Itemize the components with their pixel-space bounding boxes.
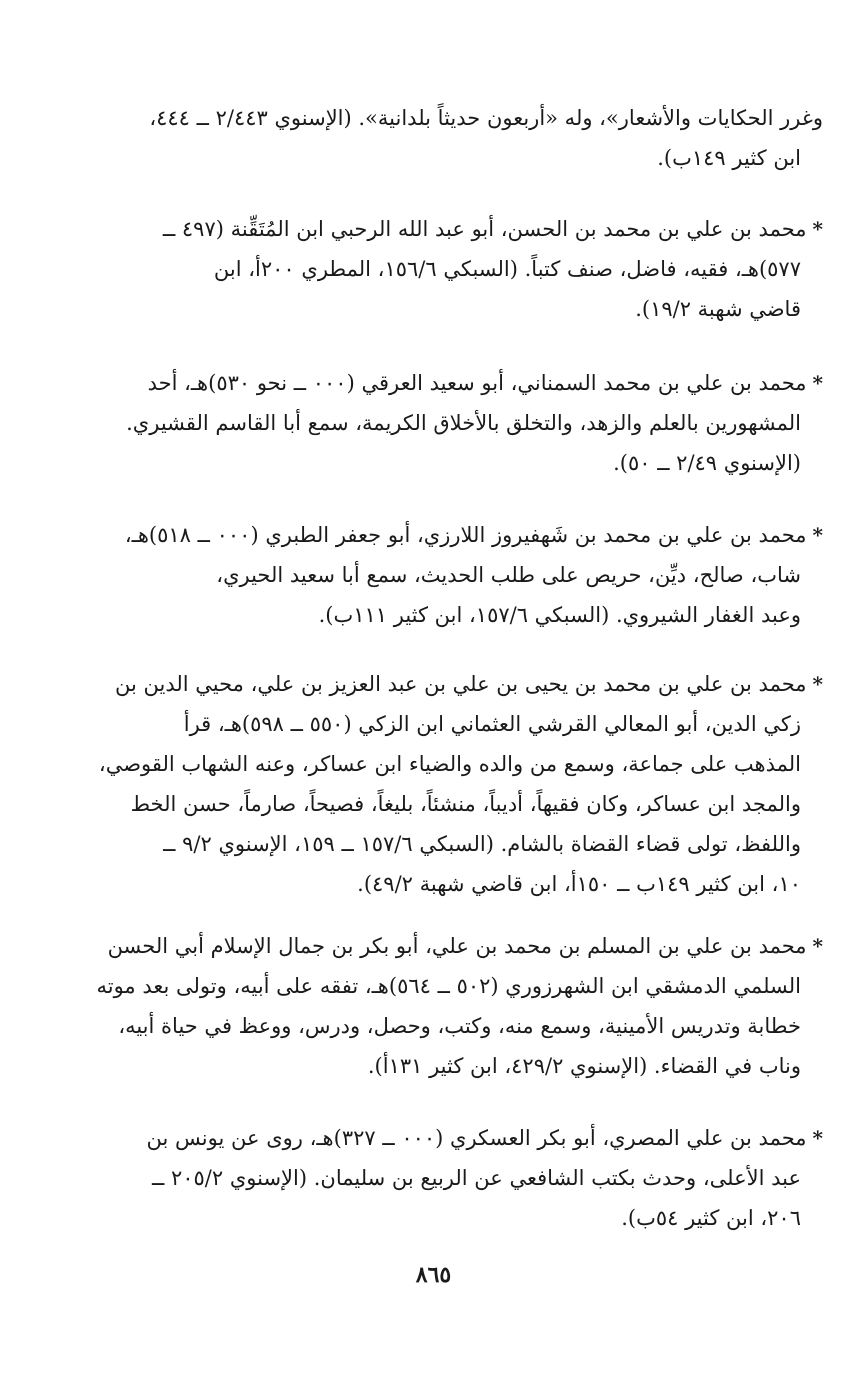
text-line: السلمي الدمشقي ابن الشهرزوري (٥٠٢ ــ ٥٦٤)هـ، تفقه على أبيه، وتولى بعد موته	[96, 974, 801, 998]
text-line: محمد بن علي بن محمد السمناني، أبو سعيد العرقي (٠٠٠ ــ نحو ٥٣٠)هـ، أحد	[147, 371, 807, 395]
text-line: المشهورين بالعلم والزهد، والتخلق بالأخلاق الكريمة، سمع أبا القاسم القشيري.	[126, 411, 801, 435]
text-line: والمجد ابن عساكر، وكان فقيهاً، أديباً، منشئاً، بليغاً، فصيحاً، صارماً، حسن الخط	[130, 792, 801, 816]
text-line: ٢٠٦، ابن كثير ٥٤ب).	[621, 1206, 801, 1230]
text-line: شاب، صالح، ديِّن، حريص على طلب الحديث، سمع أبا سعيد الحيري،	[216, 563, 801, 587]
text-line: ١٠، ابن كثير ١٤٩ب ــ ١٥٠أ، ابن قاضي شهبة ٤٩/٢).	[357, 872, 801, 896]
entry-marker: *	[812, 672, 823, 696]
biography-entry	[78, 209, 823, 329]
biography-entry	[78, 1118, 823, 1238]
text-line: وعبد الغفار الشيروي. (السبكي ١٥٧/٦، ابن كثير ١١١ب).	[318, 603, 801, 627]
text-line: ابن كثير ١٤٩ب).	[657, 146, 801, 170]
text-line: قاضي شهبة ١٩/٢).	[635, 297, 801, 321]
continuation-paragraph	[78, 98, 823, 178]
biography-entry	[78, 515, 823, 635]
text-line: (الإسنوي ٢/٤٩ ــ ٥٠).	[613, 451, 801, 475]
text-line: زكي الدين، أبو المعالي القرشي العثماني ابن الزكي (٥٥٠ ــ ٥٩٨)هـ، قرأ	[183, 712, 801, 736]
text-line: واللفظ، تولى قضاء القضاة بالشام. (السبكي ١٥٧/٦ ــ ١٥٩، الإسنوي ٩/٢ ــ	[163, 832, 801, 856]
text-line: المذهب على جماعة، وسمع من والده والضياء ابن عساكر، وعنه الشهاب القوصي،	[98, 752, 801, 776]
entry-marker: *	[812, 523, 823, 547]
biography-entry	[78, 363, 823, 483]
text-line: محمد بن علي بن محمد بن يحيى بن علي بن عبد العزيز بن علي، محيي الدين بن	[114, 672, 807, 696]
entry-marker: *	[812, 934, 823, 958]
entry-marker: *	[812, 371, 823, 395]
text-line: وناب في القضاء. (الإسنوي ٤٢٩/٢، ابن كثير ١٣١أ).	[367, 1054, 801, 1078]
text-line: محمد بن علي بن محمد بن الحسن، أبو عبد الله الرحبي ابن المُتَقِّنة (٤٩٧ ــ	[162, 217, 807, 241]
text-line: عبد الأعلى، وحدث بكتب الشافعي عن الربيع بن سليمان. (الإسنوي ٢٠٥/٢ ــ	[151, 1166, 801, 1190]
entry-marker: *	[812, 1126, 823, 1150]
text-line: محمد بن علي بن محمد بن شَهفيروز اللارزي، أبو جعفر الطبري (٠٠٠ ــ ٥١٨)هـ،	[124, 523, 807, 547]
text-line: ٥٧٧)هـ، فقيه، فاضل، صنف كتباً. (السبكي ١٥٦/٦، المطري ٢٠٠أ، ابن	[213, 257, 801, 281]
entry-marker: *	[812, 217, 823, 241]
text-line: محمد بن علي المصري، أبو بكر العسكري (٠٠٠ ــ ٣٢٧)هـ، روى عن يونس بن	[146, 1126, 807, 1150]
text-line: محمد بن علي بن المسلم بن محمد بن علي، أبو بكر بن جمال الإسلام أبي الحسن	[107, 934, 807, 958]
text-line: خطابة وتدريس الأمينية، وسمع منه، وكتب، وحصل، ودرس، ووعظ في حياة أبيه،	[118, 1014, 801, 1038]
biography-entry	[78, 664, 823, 904]
text-line: وغرر الحكايات والأشعار»، وله «أربعون حديثاً بلدانية». (الإسنوي ٢/٤٤٣ ــ ٤٤٤،	[149, 106, 823, 130]
biography-entry	[78, 926, 823, 1086]
page-number: ٨٦٥	[415, 1262, 452, 1288]
